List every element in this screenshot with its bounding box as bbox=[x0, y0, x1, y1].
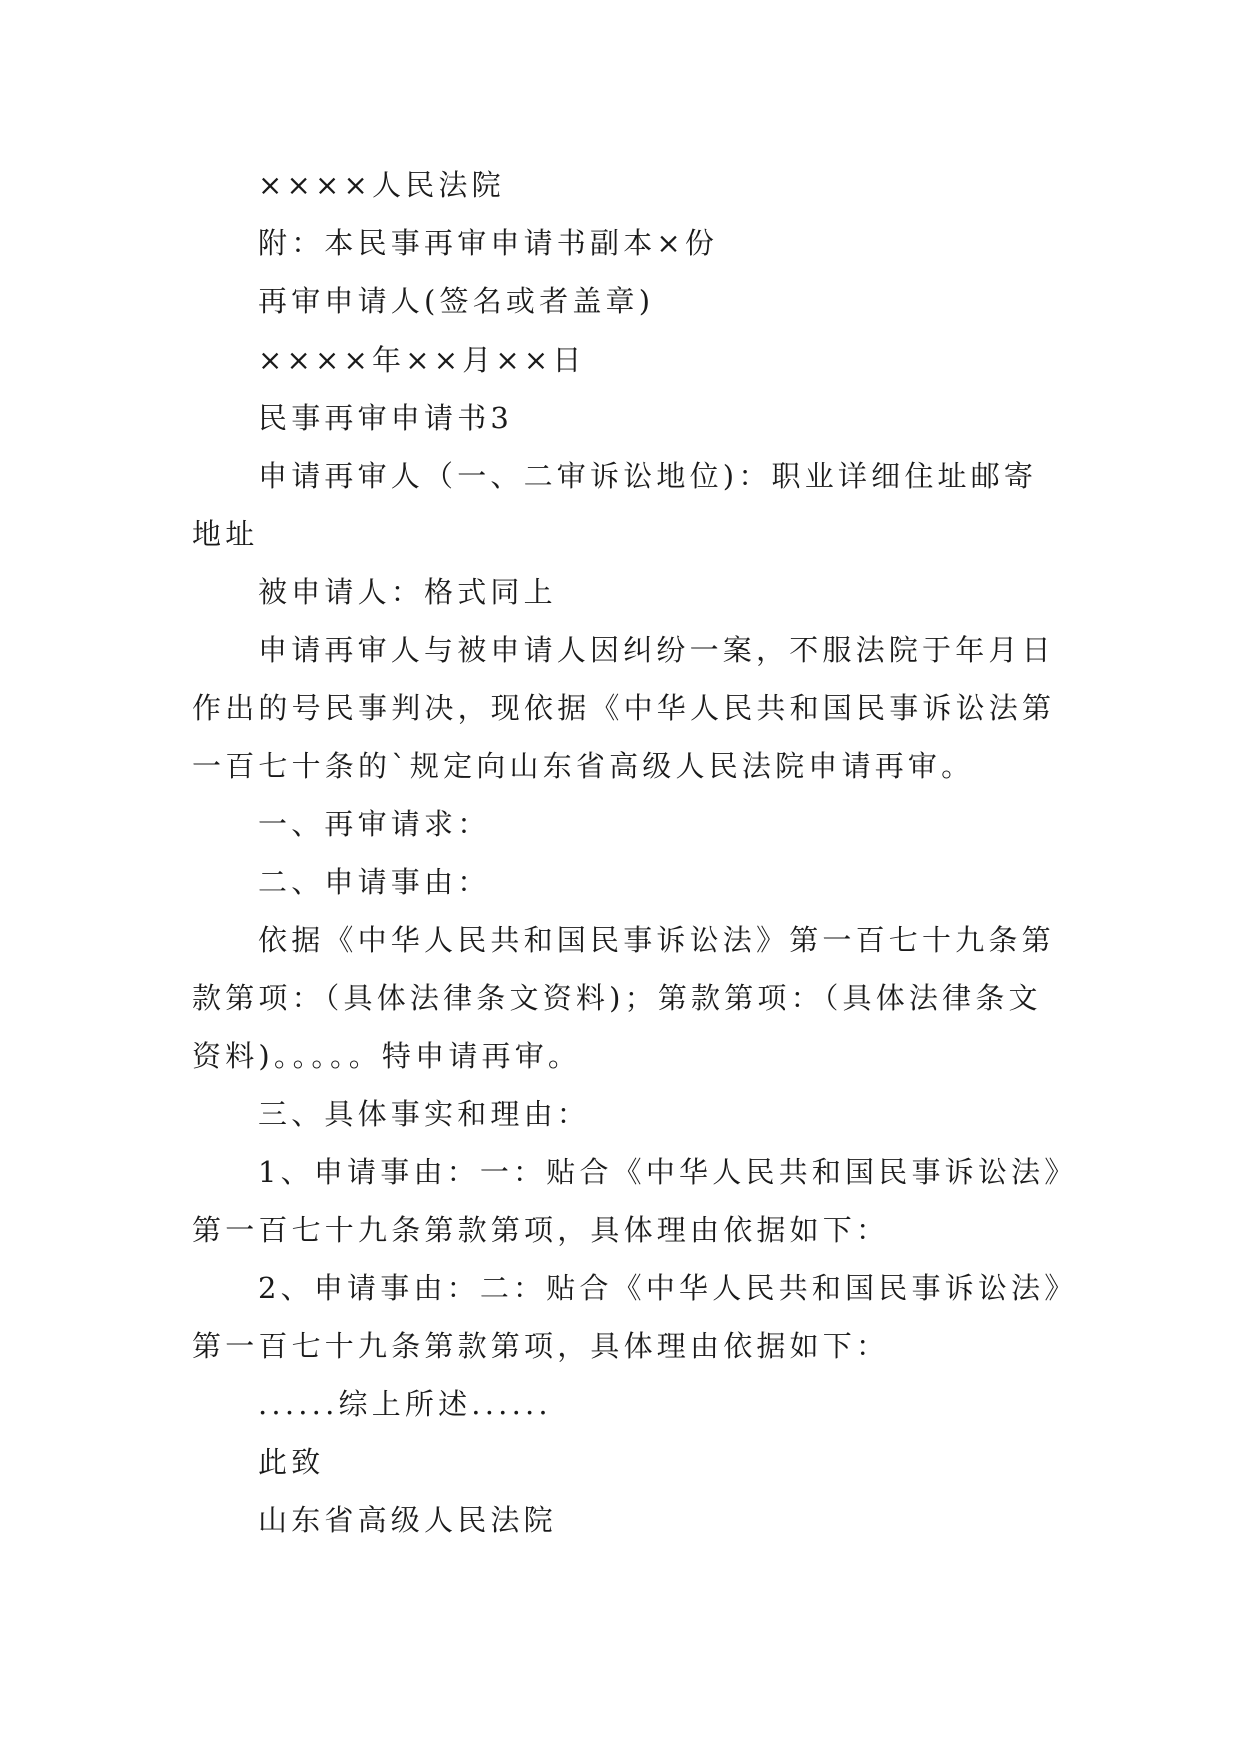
paragraph-line: 申请再审人与被申请人因纠纷一案，不服法院于年月日 bbox=[258, 633, 1055, 667]
closing-line: 此致 bbox=[258, 1445, 325, 1479]
date-line: ××××年××月××日 bbox=[258, 343, 586, 377]
applicant-signature-line: 再审申请人(签名或者盖章) bbox=[258, 284, 655, 318]
attachment-line: 附：本民事再审申请书副本×份 bbox=[258, 226, 719, 260]
document-title: 民事再审申请书3 bbox=[258, 401, 514, 435]
paragraph-line: 一百七十条的`规定向山东省高级人民法院申请再审。 bbox=[192, 749, 975, 783]
section-heading: 二、申请事由： bbox=[258, 865, 491, 899]
paragraph-line: 资料)。。。。。特申请再审。 bbox=[192, 1039, 582, 1073]
paragraph-line: 依据《中华人民共和国民事诉讼法》第一百七十九条第 bbox=[258, 923, 1055, 957]
summary-line: ......综上所述...... bbox=[258, 1387, 552, 1421]
paragraph-line: 第一百七十九条第款第项，具体理由依据如下： bbox=[192, 1329, 890, 1363]
paragraph-line: 2、申请事由：二：贴合《中华人民共和国民事诉讼法》 bbox=[258, 1271, 1078, 1305]
paragraph-line: 地址 bbox=[192, 517, 259, 551]
recipient-court-line: 山东省高级人民法院 bbox=[258, 1503, 557, 1537]
paragraph-line: 1、申请事由：一：贴合《中华人民共和国民事诉讼法》 bbox=[258, 1155, 1078, 1189]
court-name-line: ××××人民法院 bbox=[258, 168, 505, 202]
section-heading: 三、具体事实和理由： bbox=[258, 1097, 591, 1131]
paragraph-line: 第一百七十九条第款第项，具体理由依据如下： bbox=[192, 1213, 890, 1247]
paragraph-line: 被申请人：格式同上 bbox=[258, 575, 557, 609]
paragraph-line: 款第项：（具体法律条文资料)；第款第项：（具体法律条文 bbox=[192, 981, 1042, 1015]
section-heading: 一、再审请求： bbox=[258, 807, 491, 841]
paragraph-line: 申请再审人（一、二审诉讼地位)：职业详细住址邮寄 bbox=[258, 459, 1038, 493]
paragraph-line: 作出的号民事判决，现依据《中华人民共和国民事诉讼法第 bbox=[192, 691, 1056, 725]
